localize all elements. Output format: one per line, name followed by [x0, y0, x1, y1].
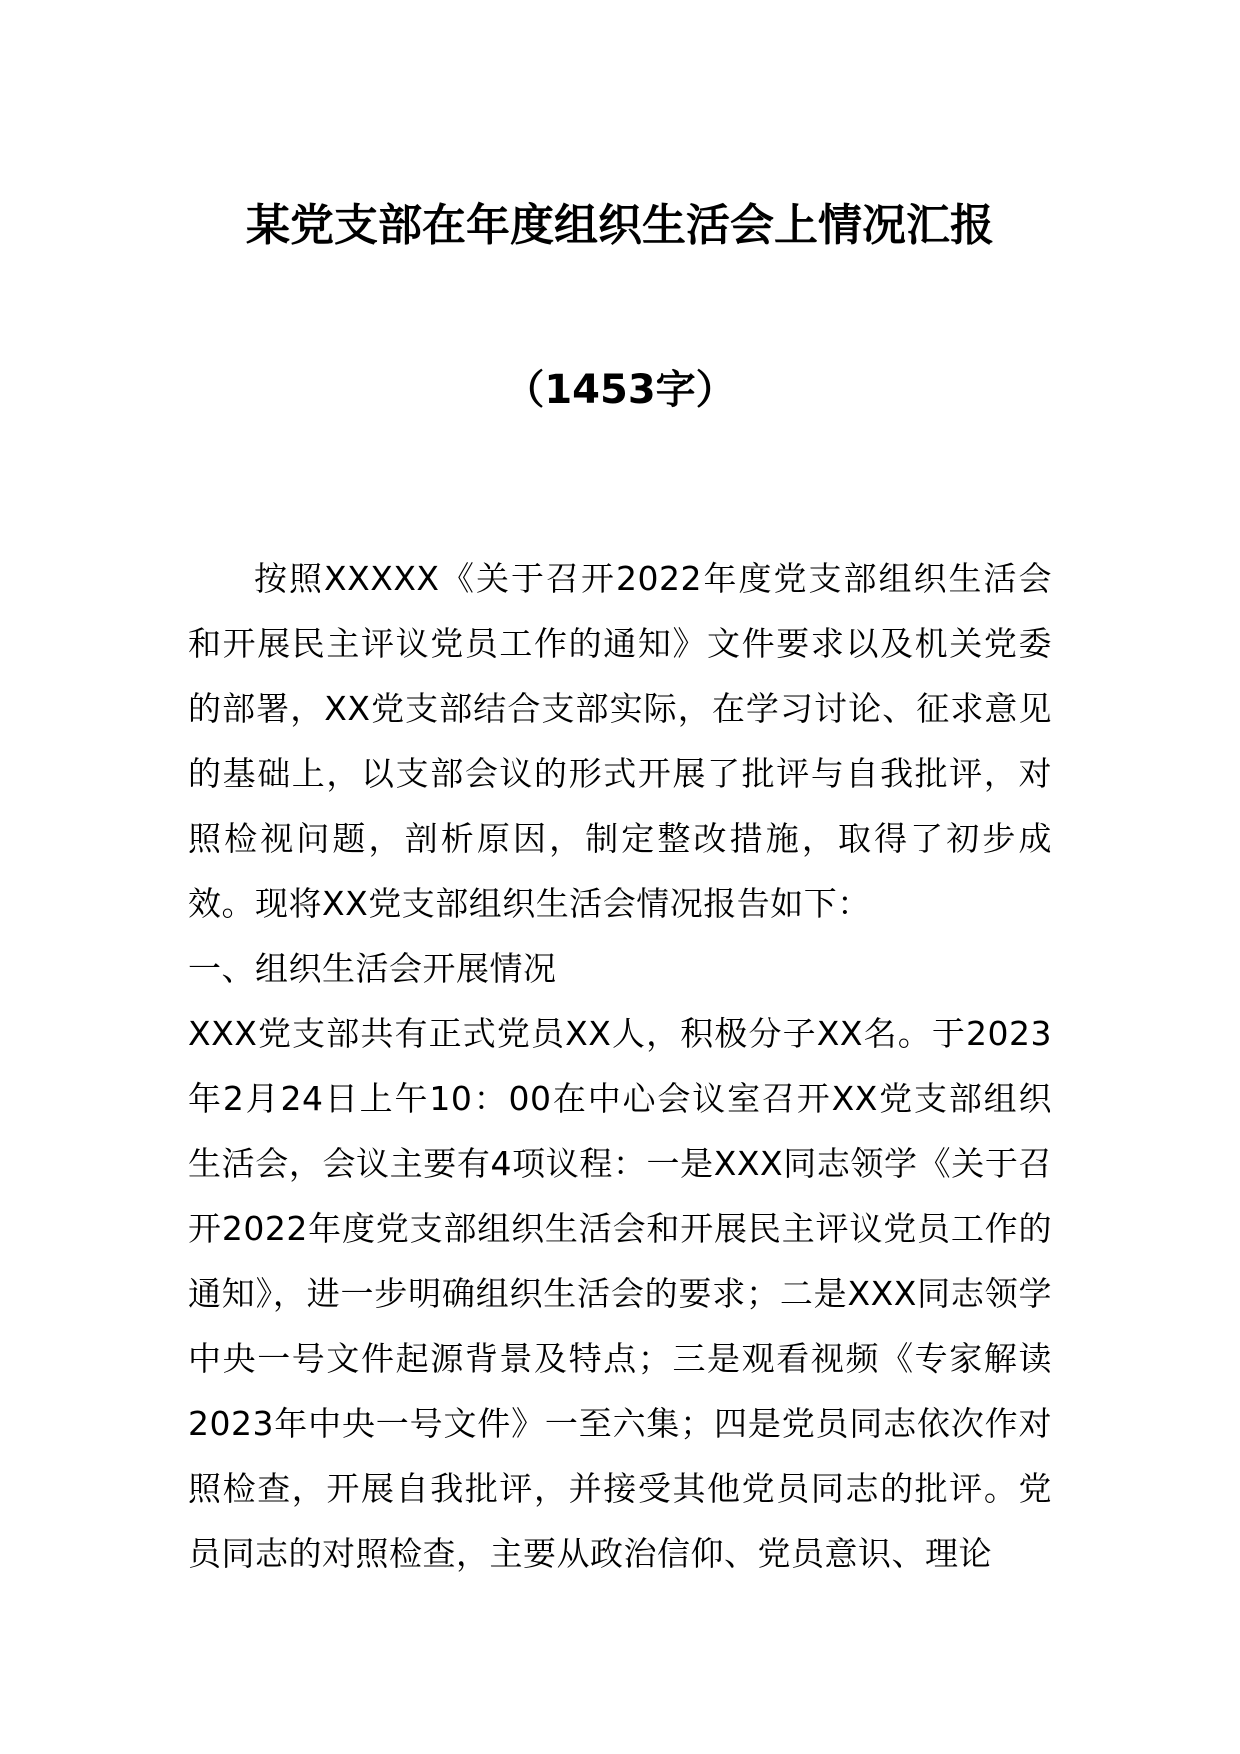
word-count: （1453字）	[504, 367, 736, 413]
document-title: 某党支部在年度组织生活会上情况汇报	[246, 200, 994, 251]
body-paragraph: XXX党支部共有正式党员XX人，积极分子XX名。于2023年2月24日上午10：00在中心会议室召开XX党支部组织生活会，会议主要有4项议程：一是XXX同志领学《关于召开2022年度党支部组织生活会和开展民主评议党员工作的通知》，进一步明确组织生活会的要求；二是XXX同志领学中央一号文件起源背景及特点；三是观看视频《专家解读2023年中央一号文件》一至六集；四是党员同志依次作对照检查，开展自我批评，并接受其他党员同志的批评。党员同志的对照检查，主要从政治信仰、党员意识、理论	[188, 1014, 1052, 1573]
intro-paragraph: 按照XXXXX《关于召开2022年度党支部组织生活会和开展民主评议党员工作的通知》文件要求以及机关党委的部署，XX党支部结合支部实际，在学习讨论、征求意见的基础上，以支部会议的形式开展了批评与自我批评，对照检视问题，剖析原因，制定整改措施，取得了初步成效。现将XX党支部组织生活会情况报告如下：	[188, 559, 1052, 923]
section-heading: 一、组织生活会开展情况	[188, 949, 557, 988]
document-body	[188, 546, 1052, 1586]
